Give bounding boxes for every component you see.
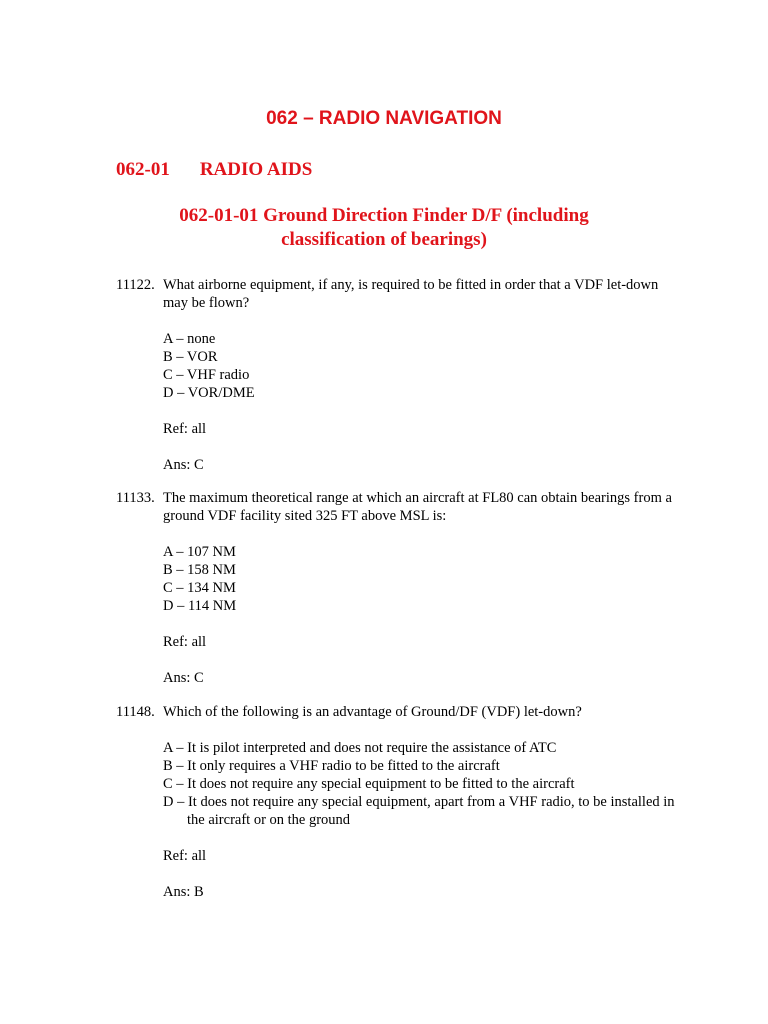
- answer-option: D – 114 NM: [163, 598, 237, 614]
- question-item: [116, 703, 676, 901]
- question-ref: Ref: all: [163, 634, 207, 650]
- answer-option: B – It only requires a VHF radio to be fitted to the aircraft: [163, 758, 500, 774]
- answer-option: D – It does not require any special equipment, apart from a VHF radio, to be installed in the aircraft or on the ground: [163, 794, 675, 828]
- answer-options: [116, 739, 676, 829]
- section-heading: [116, 158, 312, 182]
- question-item: [116, 489, 676, 687]
- question-answer: Ans: C: [163, 670, 204, 686]
- answer-option: A – 107 NM: [163, 544, 236, 560]
- question-text: [116, 489, 676, 525]
- answer-option: B – VOR: [163, 349, 218, 365]
- question-text: [116, 703, 676, 721]
- answer-options: [116, 330, 676, 402]
- question-body: The maximum theoretical range at which an aircraft at FL80 can obtain bearings from a ground VDF facility sited 325 FT above MSL is:: [163, 490, 672, 524]
- answer-option: C – 134 NM: [163, 580, 236, 596]
- section-number: 062-01: [116, 159, 170, 180]
- question-number: 11133.: [116, 490, 155, 506]
- question-item: [116, 276, 676, 474]
- question-ref: Ref: all: [163, 421, 207, 437]
- question-text: [116, 276, 676, 312]
- question-ref: Ref: all: [163, 848, 207, 864]
- question-body: Which of the following is an advantage of Ground/DF (VDF) let-down?: [163, 704, 582, 720]
- section-name: RADIO AIDS: [199, 159, 313, 180]
- answer-option: C – It does not require any special equipment to be fitted to the aircraft: [163, 776, 575, 792]
- answer-option: C – VHF radio: [163, 367, 250, 383]
- question-answer: Ans: B: [163, 884, 204, 900]
- answer-option: B – 158 NM: [163, 562, 236, 578]
- answer-option: A – It is pilot interpreted and does not require the assistance of ATC: [163, 740, 557, 756]
- question-body: What airborne equipment, if any, is required to be fitted in order that a VDF let-down may be flown?: [163, 277, 659, 311]
- answer-option: D – VOR/DME: [163, 385, 255, 401]
- answer-option: A – none: [163, 331, 216, 347]
- question-answer: Ans: C: [163, 457, 204, 473]
- question-number: 11122.: [116, 277, 155, 293]
- subsection-heading: 062-01-01 Ground Direction Finder D/F (including classification of bearings): [179, 205, 589, 250]
- answer-options: [116, 543, 676, 615]
- document-title: 062 – RADIO NAVIGATION: [266, 108, 502, 129]
- question-number: 11148.: [116, 704, 155, 720]
